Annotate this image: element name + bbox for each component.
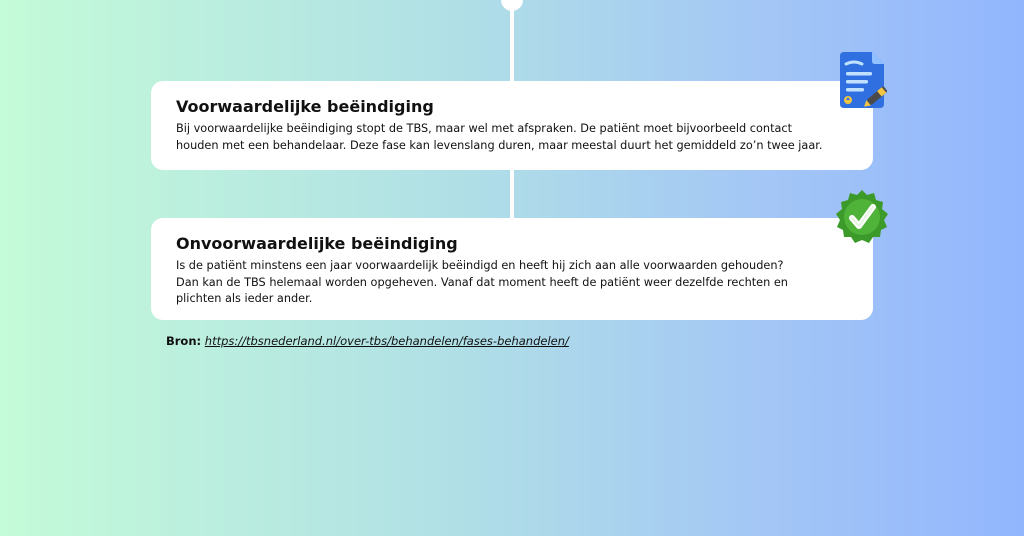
card-text-line: Bij voorwaardelijke beëindiging stopt de TBS, maar wel met afspraken. De patiënt moet bijvoorbeeld contact <box>176 122 793 135</box>
source-link[interactable]: https://tbsnederland.nl/over-tbs/behandelen/fases-behandelen/ <box>204 334 569 348</box>
source-citation <box>166 333 569 349</box>
card-text-line: plichten als ieder ander. <box>176 292 313 305</box>
document-signature-icon <box>832 50 892 110</box>
card-title: Voorwaardelijke beëindiging <box>176 97 434 116</box>
card-text-line: Is de patiënt minstens een jaar voorwaardelijk beëindigd en heeft hij zich aan alle voorwaarden gehouden? <box>176 259 784 272</box>
timeline-card-conditional <box>151 81 873 170</box>
green-check-badge-icon <box>832 188 892 248</box>
card-text <box>176 121 848 154</box>
card-text-line: houden met een behandelaar. Deze fase kan levenslang duren, maar meestal duurt het gemiddeld zo’n twee jaar. <box>176 138 823 152</box>
card-text <box>176 258 848 308</box>
timeline-card-unconditional <box>151 218 873 320</box>
card-text-line: Dan kan de TBS helemaal worden opgeheven. Vanaf dat moment heeft de patiënt weer dezelfde rechten en <box>176 275 788 289</box>
timeline-dot <box>501 0 523 11</box>
card-title: Onvoorwaardelijke beëindiging <box>176 234 458 253</box>
source-label: Bron: <box>166 334 202 348</box>
